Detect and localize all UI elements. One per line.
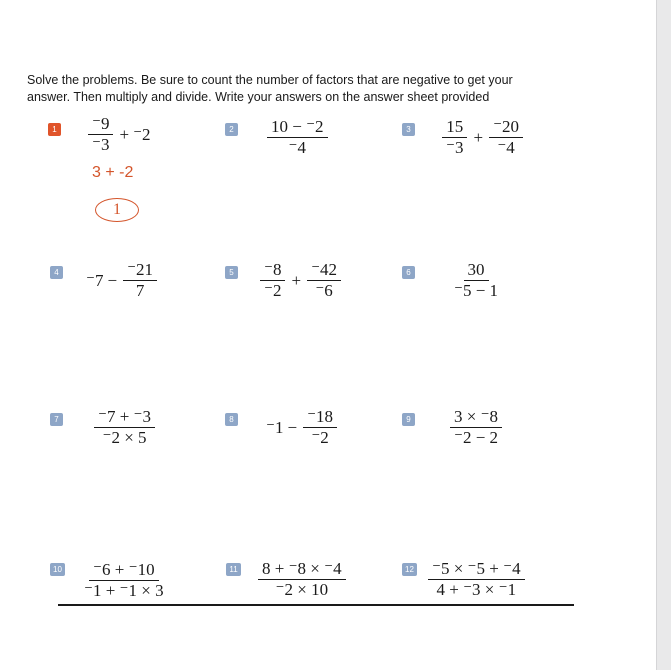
fraction	[450, 261, 502, 300]
problem-5-expression	[258, 261, 343, 300]
problem-10-expression	[78, 561, 170, 600]
problem-6-expression	[448, 261, 504, 300]
problem-number-badge: 11	[226, 563, 241, 576]
numerator: 3 × ⁻8	[450, 408, 502, 428]
denominator: 4 + ⁻3 × ⁻1	[436, 580, 517, 599]
fraction	[303, 408, 337, 447]
fraction	[450, 408, 502, 447]
handwritten-work: 3 + -2	[92, 164, 134, 181]
fraction	[260, 261, 285, 300]
problem-12-expression	[426, 560, 527, 599]
numerator: ⁻42	[307, 261, 341, 281]
denominator: 7	[135, 281, 145, 300]
denominator: ⁻3	[92, 135, 110, 154]
problem-9-expression	[448, 408, 504, 447]
circled-answer: 1	[95, 198, 139, 222]
denominator: ⁻4	[497, 138, 515, 157]
problem-number-badge: 5	[225, 266, 238, 279]
denominator: ⁻2 × 10	[275, 580, 329, 599]
fraction	[94, 408, 155, 447]
problem-number-badge: 12	[402, 563, 417, 576]
problem-number-badge: 7	[50, 413, 63, 426]
denominator: ⁻2	[264, 281, 282, 300]
problem-11-expression	[256, 560, 348, 599]
fraction	[88, 115, 113, 154]
problem-number-badge: 3	[402, 123, 415, 136]
instructions	[27, 72, 587, 106]
problem-7-expression	[92, 408, 157, 447]
denominator: ⁻2	[311, 428, 329, 447]
fraction	[307, 261, 341, 300]
numerator: 30	[464, 261, 489, 281]
problem-number-badge: 4	[50, 266, 63, 279]
term: ⁻7	[86, 270, 104, 290]
fraction	[123, 261, 157, 300]
denominator: ⁻5 − 1	[454, 281, 499, 300]
denominator: ⁻4	[288, 138, 307, 157]
numerator: ⁻20	[489, 118, 523, 138]
denominator: ⁻3	[446, 138, 464, 157]
fraction	[258, 560, 346, 599]
numerator: ⁻21	[123, 261, 157, 281]
denominator: ⁻6	[315, 281, 333, 300]
denominator: ⁻2 × 5	[102, 428, 147, 447]
instructions-line-2: answer. Then multiply and divide. Write your answers on the answer sheet provided	[27, 90, 490, 104]
numerator: ⁻18	[303, 408, 337, 428]
operator: −	[107, 270, 118, 290]
problem-4-expression	[86, 261, 159, 300]
numerator: ⁻8	[260, 261, 285, 281]
numerator: ⁻6 + ⁻10	[89, 561, 159, 581]
numerator: ⁻7 + ⁻3	[94, 408, 155, 428]
problem-number-badge: 2	[225, 123, 238, 136]
problem-number-badge: 8	[225, 413, 238, 426]
instructions-line-1: Solve the problems. Be sure to count the number of factors that are negative to get your	[27, 73, 513, 87]
denominator: ⁻1 + ⁻1 × 3	[84, 581, 164, 600]
problem-number-badge: 1	[48, 123, 61, 136]
numerator: 8 + ⁻8 × ⁻4	[258, 560, 346, 580]
problem-number-badge: 10	[50, 563, 65, 576]
bottom-rule	[58, 604, 574, 606]
term: ⁻1	[266, 417, 284, 437]
problem-number-badge: 9	[402, 413, 415, 426]
operator: −	[287, 417, 298, 437]
numerator: 10 − ⁻2	[267, 118, 328, 138]
numerator: ⁻5 × ⁻5 + ⁻4	[428, 560, 525, 580]
problem-2-expression	[265, 118, 330, 157]
operator: +	[291, 270, 302, 290]
denominator: ⁻2 − 2	[454, 428, 499, 447]
problem-8-expression	[266, 408, 339, 447]
numerator: ⁻9	[88, 115, 113, 135]
problem-3-expression	[440, 118, 525, 157]
fraction	[267, 118, 328, 157]
page-edge	[656, 0, 671, 670]
fraction	[489, 118, 523, 157]
operator: +	[119, 124, 130, 144]
term: ⁻2	[133, 124, 151, 144]
fraction	[80, 561, 168, 600]
operator: +	[473, 127, 484, 147]
fraction	[428, 560, 525, 599]
fraction	[442, 118, 467, 157]
numerator: 15	[442, 118, 467, 138]
problem-number-badge: 6	[402, 266, 415, 279]
problem-1-expression	[86, 115, 151, 154]
